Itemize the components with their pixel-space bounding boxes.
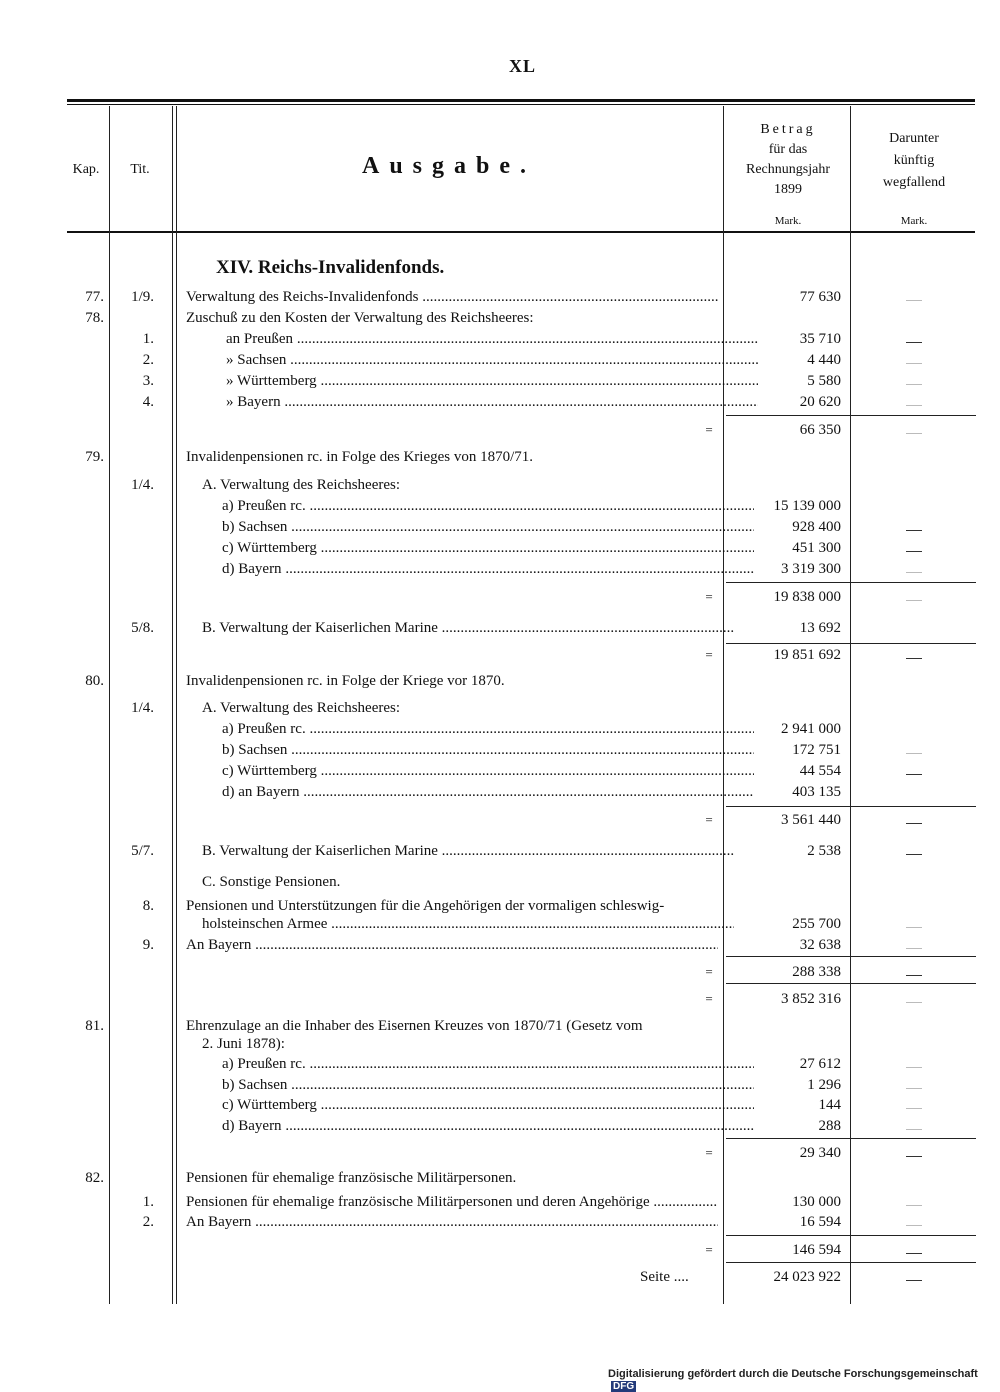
row-text: c) Württemberg ..... [222, 540, 754, 557]
ledger-row [0, 561, 1000, 582]
row-text: B. Verwaltung der Kaiserlichen Marine ..... [202, 620, 734, 637]
row-amount: 4 440 [807, 352, 841, 368]
darunter-dash [906, 975, 922, 976]
row-text: b) Sachsen ..... [222, 742, 754, 759]
row-amount: 3 852 316 [781, 991, 841, 1007]
darunter-dash [906, 600, 922, 601]
header-darunter [852, 128, 976, 194]
row-amount: 35 710 [799, 331, 841, 347]
ledger-row [0, 1145, 1000, 1166]
row-text: » Württemberg ..... [226, 373, 758, 390]
ledger-row [0, 352, 1000, 373]
row-kap: 79. [85, 449, 104, 465]
ledger-row [0, 700, 1000, 721]
darunter-dash [906, 342, 922, 343]
row-amount: 2 941 000 [781, 721, 841, 737]
header-betrag-line1: Betrag [760, 122, 816, 137]
row-amount: 1 296 [807, 1077, 841, 1093]
row-tit: 5/8. [131, 620, 154, 636]
row-text: a) Preußen rc. ..... [222, 498, 754, 515]
row-text: » Bayern ..... [226, 394, 758, 411]
row-amount: 15 139 000 [773, 498, 841, 514]
row-text: b) Sachsen ..... [222, 1077, 754, 1094]
ledger-row [0, 812, 1000, 833]
row-text: a) Preußen rc. ..... [222, 721, 754, 738]
row-amount: 44 554 [799, 763, 841, 779]
row-amount: 19 838 000 [773, 589, 841, 605]
row-tit: 1. [142, 331, 154, 347]
ledger-row [0, 540, 1000, 561]
subtotal-rule [726, 643, 976, 644]
darunter-dash [906, 1205, 922, 1206]
row-text: a) Preußen rc. ..... [222, 1056, 754, 1073]
row-text: an Preußen ..... [226, 331, 758, 348]
header-bottom-rule [67, 231, 975, 233]
row-amount: 451 300 [792, 540, 841, 556]
row-tit: 1/4. [131, 477, 154, 493]
row-amount: 403 135 [792, 784, 841, 800]
darunter-dash [906, 1067, 922, 1068]
sum-mark: = [705, 991, 713, 1006]
darunter-dash [906, 1280, 922, 1281]
header-betrag-line4: 1899 [774, 182, 802, 197]
row-text: c) Württemberg ..... [222, 1097, 754, 1114]
row-amount: 144 [818, 1097, 841, 1113]
ledger-row [0, 1118, 1000, 1139]
ledger-row [0, 1097, 1000, 1118]
sum-mark: = [705, 964, 713, 979]
page-number: XL [508, 56, 536, 76]
sum-mark: = [705, 589, 713, 604]
header-betrag [726, 120, 850, 200]
row-text: Verwaltung des Reichs-Invalidenfonds ..... [186, 289, 718, 306]
ledger-row [0, 1269, 1000, 1290]
row-kap: 81. [85, 1018, 104, 1034]
header-tit: Tit. [130, 162, 150, 177]
top-rule [67, 99, 975, 102]
row-kap: 78. [85, 310, 104, 326]
darunter-dash [906, 1156, 922, 1157]
row-tit: 4. [142, 394, 154, 410]
row-text: Pensionen für ehemalige französische Militärpersonen und deren Angehörige ..... [186, 1194, 718, 1211]
row-text: An Bayern ..... [186, 1214, 718, 1231]
row-tit: 3. [142, 373, 154, 389]
ledger-row [0, 449, 1000, 470]
header-betrag-line2: für das [768, 142, 808, 157]
darunter-dash [906, 530, 922, 531]
header-betrag-line3: Rechnungsjahr [746, 162, 830, 177]
subtotal-rule [726, 983, 976, 984]
ledger-row [0, 620, 1000, 641]
row-amount: 255 700 [792, 916, 841, 932]
row-text: Zuschuß zu den Kosten der Verwaltung des Reichsheeres: [186, 310, 534, 326]
header-darunter-line1: Darunter [889, 131, 939, 146]
row-text: Seite .... [640, 1269, 689, 1285]
header-darunter-line3: wegfallend [882, 175, 946, 190]
darunter-dash [906, 572, 922, 573]
row-text: c) Württemberg ..... [222, 763, 754, 780]
subtotal-rule [726, 806, 976, 807]
top-rule-thin [67, 104, 975, 105]
row-amount: 3 319 300 [781, 561, 841, 577]
row-amount: 24 023 922 [773, 1269, 841, 1285]
ledger-row [0, 1214, 1000, 1235]
darunter-dash [906, 774, 922, 775]
row-amount: 66 350 [799, 422, 841, 438]
ledger-row [0, 1242, 1000, 1263]
header-darunter-line2: künftig [893, 153, 935, 168]
row-text: Pensionen für ehemalige französische Militärpersonen. [186, 1170, 517, 1186]
row-amount: 146 594 [792, 1242, 841, 1258]
ledger-row [0, 1194, 1000, 1215]
ledger-row [0, 673, 1000, 694]
darunter-dash [906, 948, 922, 949]
row-amount: 29 340 [799, 1145, 841, 1161]
row-tit: 5/7. [131, 843, 154, 859]
darunter-dash [906, 363, 922, 364]
row-tit: 1. [142, 1194, 154, 1210]
row-tit: 8. [142, 898, 154, 914]
ledger-row [0, 991, 1000, 1012]
row-text: A. Verwaltung des Reichsheeres: [202, 700, 401, 716]
darunter-dash [906, 1108, 922, 1109]
row-tit: 1/9. [131, 289, 154, 305]
row-text: B. Verwaltung der Kaiserlichen Marine ..... [202, 843, 734, 860]
ledger-row [0, 422, 1000, 443]
ledger-row [0, 843, 1000, 864]
darunter-dash [906, 1225, 922, 1226]
footer-credit [608, 1368, 1000, 1392]
row-kap: 82. [85, 1170, 104, 1186]
ledger-row [0, 373, 1000, 394]
ledger-row [0, 498, 1000, 519]
row-text: d) Bayern ..... [222, 561, 754, 578]
row-amount: 2 538 [807, 843, 841, 859]
dfg-logo: DFG [613, 1381, 635, 1392]
ledger-row [0, 477, 1000, 498]
ledger-row [0, 331, 1000, 352]
sum-mark: = [705, 1145, 713, 1160]
row-amount: 20 620 [799, 394, 841, 410]
subtotal-rule [726, 1138, 976, 1139]
subtotal-rule [726, 582, 976, 583]
darunter-dash [906, 405, 922, 406]
section-title: XIV. Reichs-Invalidenfonds. [216, 257, 445, 278]
row-amount: 16 594 [799, 1214, 841, 1230]
darunter-dash [906, 823, 922, 824]
ledger-row [0, 647, 1000, 668]
row-text: An Bayern ..... [186, 937, 718, 954]
darunter-dash [906, 300, 922, 301]
subtotal-rule [726, 1262, 976, 1263]
ledger-row [0, 289, 1000, 310]
ledger-row [0, 763, 1000, 784]
row-text: holsteinschen Armee ..... [202, 916, 734, 933]
row-text: Invalidenpensionen rc. in Folge der Kriege vor 1870. [186, 673, 505, 689]
row-amount: 19 851 692 [773, 647, 841, 663]
sum-mark: = [705, 422, 713, 437]
row-text: Ehrenzulage an die Inhaber des Eisernen Kreuzes von 1870/71 (Gesetz vom [186, 1018, 643, 1034]
ledger-row [0, 519, 1000, 540]
row-amount: 172 751 [792, 742, 841, 758]
row-tit: 1/4. [131, 700, 154, 716]
subtotal-rule [726, 956, 976, 957]
row-amount: 288 338 [792, 964, 841, 980]
header-darunter-unit: Mark. [900, 215, 928, 227]
subtotal-rule [726, 415, 976, 416]
ledger-row [0, 394, 1000, 415]
row-tit: 2. [142, 1214, 154, 1230]
header-ausgabe: Ausgabe. [361, 153, 537, 179]
ledger-row [0, 310, 1000, 331]
row-text: d) Bayern ..... [222, 1118, 754, 1135]
row-amount: 928 400 [792, 519, 841, 535]
row-text: Invalidenpensionen rc. in Folge des Krieges von 1870/71. [186, 449, 534, 465]
ledger-row [0, 874, 1000, 895]
ledger-row [0, 1077, 1000, 1098]
subtotal-rule [726, 1235, 976, 1236]
ledger-row [0, 1170, 1000, 1191]
ledger-row [0, 937, 1000, 958]
row-amount: 77 630 [799, 289, 841, 305]
row-kap: 80. [85, 673, 104, 689]
ledger-row [0, 784, 1000, 805]
row-text: d) an Bayern ..... [222, 784, 754, 801]
row-amount: 13 692 [799, 620, 841, 636]
row-amount: 130 000 [792, 1194, 841, 1210]
ledger-row [0, 1036, 1000, 1057]
row-text: » Sachsen ..... [226, 352, 758, 369]
ledger-row [0, 589, 1000, 610]
row-amount: 3 561 440 [781, 812, 841, 828]
header-betrag-unit: Mark. [774, 215, 802, 227]
ledger-row [0, 1056, 1000, 1077]
darunter-dash [906, 854, 922, 855]
darunter-dash [906, 753, 922, 754]
row-amount: 32 638 [799, 937, 841, 953]
ledger-row [0, 721, 1000, 742]
darunter-dash [906, 433, 922, 434]
row-amount: 5 580 [807, 373, 841, 389]
darunter-dash [906, 551, 922, 552]
row-tit: 2. [142, 352, 154, 368]
darunter-dash [906, 1253, 922, 1254]
darunter-dash [906, 658, 922, 659]
darunter-dash [906, 1088, 922, 1089]
row-kap: 77. [85, 289, 104, 305]
row-amount: 288 [818, 1118, 841, 1134]
darunter-dash [906, 1129, 922, 1130]
ledger-row [0, 916, 1000, 937]
row-amount: 27 612 [799, 1056, 841, 1072]
row-text: Pensionen und Unterstützungen für die Angehörigen der vormaligen schleswig- [186, 898, 665, 914]
darunter-dash [906, 1002, 922, 1003]
sum-mark: = [705, 812, 713, 827]
header-kap: Kap. [72, 162, 100, 177]
ledger-row [0, 964, 1000, 985]
footer-text: Digitalisierung gefördert durch die Deutsche Forschungsgemeinschaft [608, 1368, 978, 1380]
row-text: b) Sachsen ..... [222, 519, 754, 536]
ledger-row [0, 742, 1000, 763]
sum-mark: = [705, 1242, 713, 1257]
darunter-dash [906, 927, 922, 928]
row-tit: 9. [142, 937, 154, 953]
darunter-dash [906, 384, 922, 385]
sum-mark: = [705, 647, 713, 662]
row-text: 2. Juni 1878): [202, 1036, 285, 1052]
row-text: C. Sonstige Pensionen. [202, 874, 341, 890]
row-text: A. Verwaltung des Reichsheeres: [202, 477, 401, 493]
